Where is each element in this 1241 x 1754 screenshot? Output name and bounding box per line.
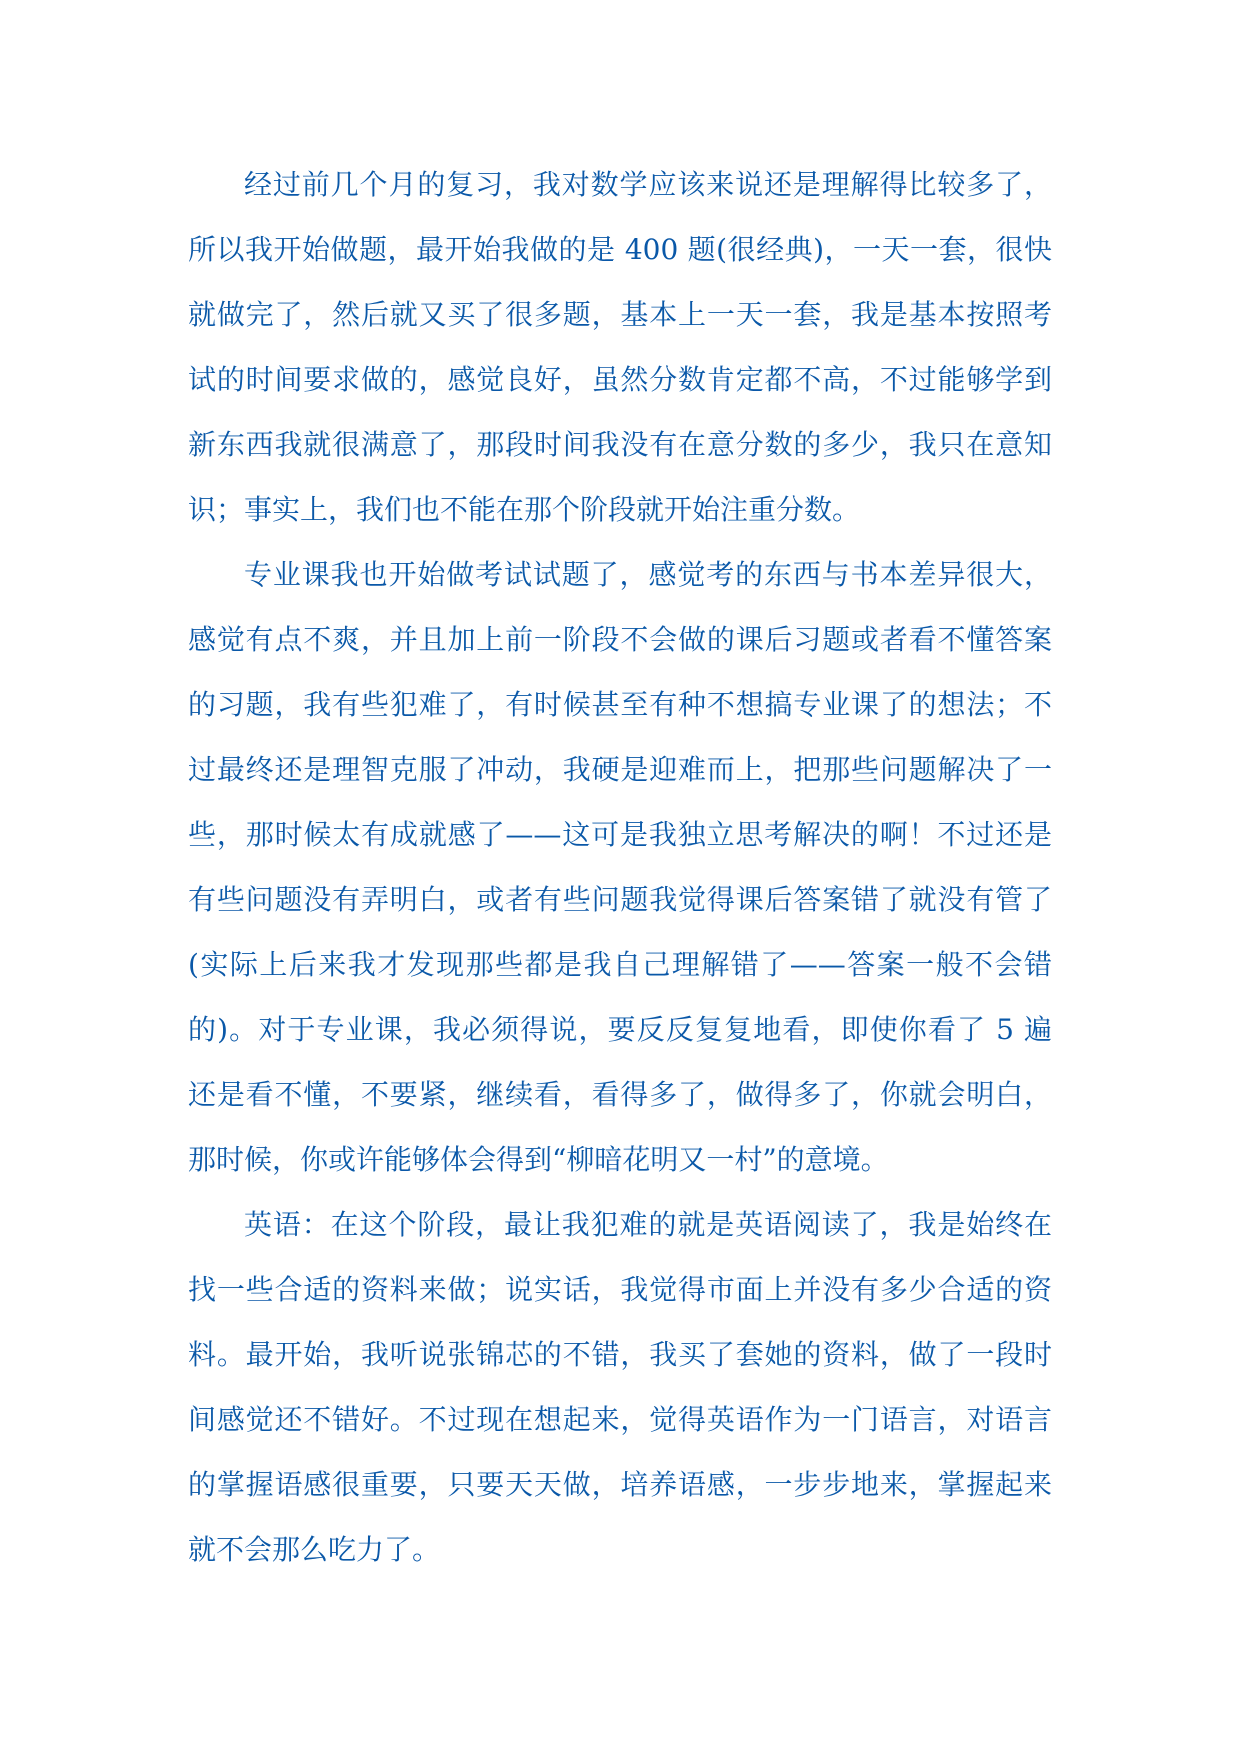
text-line: 所以我开始做题，最开始我做的是 400 题(很经典)，一天一套，很快 — [188, 233, 1052, 266]
text-line: 就做完了，然后就又买了很多题，基本上一天一套，我是基本按照考 — [188, 298, 1052, 331]
text-line: 过最终还是理智克服了冲动，我硬是迎难而上，把那些问题解决了一 — [188, 753, 1052, 786]
text-line: 有些问题没有弄明白，或者有些问题我觉得课后答案错了就没有管了 — [188, 883, 1052, 916]
document-body — [188, 152, 1052, 1582]
text-line: 英语：在这个阶段，最让我犯难的就是英语阅读了，我是始终在 — [244, 1208, 1052, 1241]
paragraph-english — [188, 1192, 1052, 1582]
paragraph-math — [188, 152, 1052, 542]
text-line: 新东西我就很满意了，那段时间我没有在意分数的多少，我只在意知 — [188, 428, 1052, 461]
text-line: 的习题，我有些犯难了，有时候甚至有种不想搞专业课了的想法；不 — [188, 688, 1052, 721]
text-line: 间感觉还不错好。不过现在想起来，觉得英语作为一门语言，对语言 — [188, 1403, 1052, 1436]
paragraph-major-course — [188, 542, 1052, 1192]
text-line: 些，那时候太有成就感了——这可是我独立思考解决的啊！不过还是 — [188, 818, 1052, 851]
text-line: 的掌握语感很重要，只要天天做，培养语感，一步步地来，掌握起来 — [188, 1468, 1052, 1501]
text-line: 找一些合适的资料来做；说实话，我觉得市面上并没有多少合适的资 — [188, 1273, 1052, 1306]
text-line: 就不会那么吃力了。 — [188, 1533, 441, 1566]
text-line: 经过前几个月的复习，我对数学应该来说还是理解得比较多了， — [244, 168, 1052, 201]
text-line: 专业课我也开始做考试试题了，感觉考的东西与书本差异很大， — [244, 558, 1052, 591]
text-line: (实际上后来我才发现那些都是我自己理解错了——答案一般不会错 — [188, 948, 1052, 981]
text-line: 那时候，你或许能够体会得到“柳暗花明又一村”的意境。 — [188, 1143, 889, 1176]
text-line: 识；事实上，我们也不能在那个阶段就开始注重分数。 — [188, 493, 861, 526]
text-line: 感觉有点不爽，并且加上前一阶段不会做的课后习题或者看不懂答案 — [188, 623, 1052, 656]
text-line: 料。最开始，我听说张锦芯的不错，我买了套她的资料，做了一段时 — [188, 1338, 1052, 1371]
text-line: 试的时间要求做的，感觉良好，虽然分数肯定都不高，不过能够学到 — [188, 363, 1052, 396]
text-line: 的)。对于专业课，我必须得说，要反反复复地看，即使你看了 5 遍 — [188, 1013, 1052, 1046]
text-line: 还是看不懂，不要紧，继续看，看得多了，做得多了，你就会明白， — [188, 1078, 1052, 1111]
